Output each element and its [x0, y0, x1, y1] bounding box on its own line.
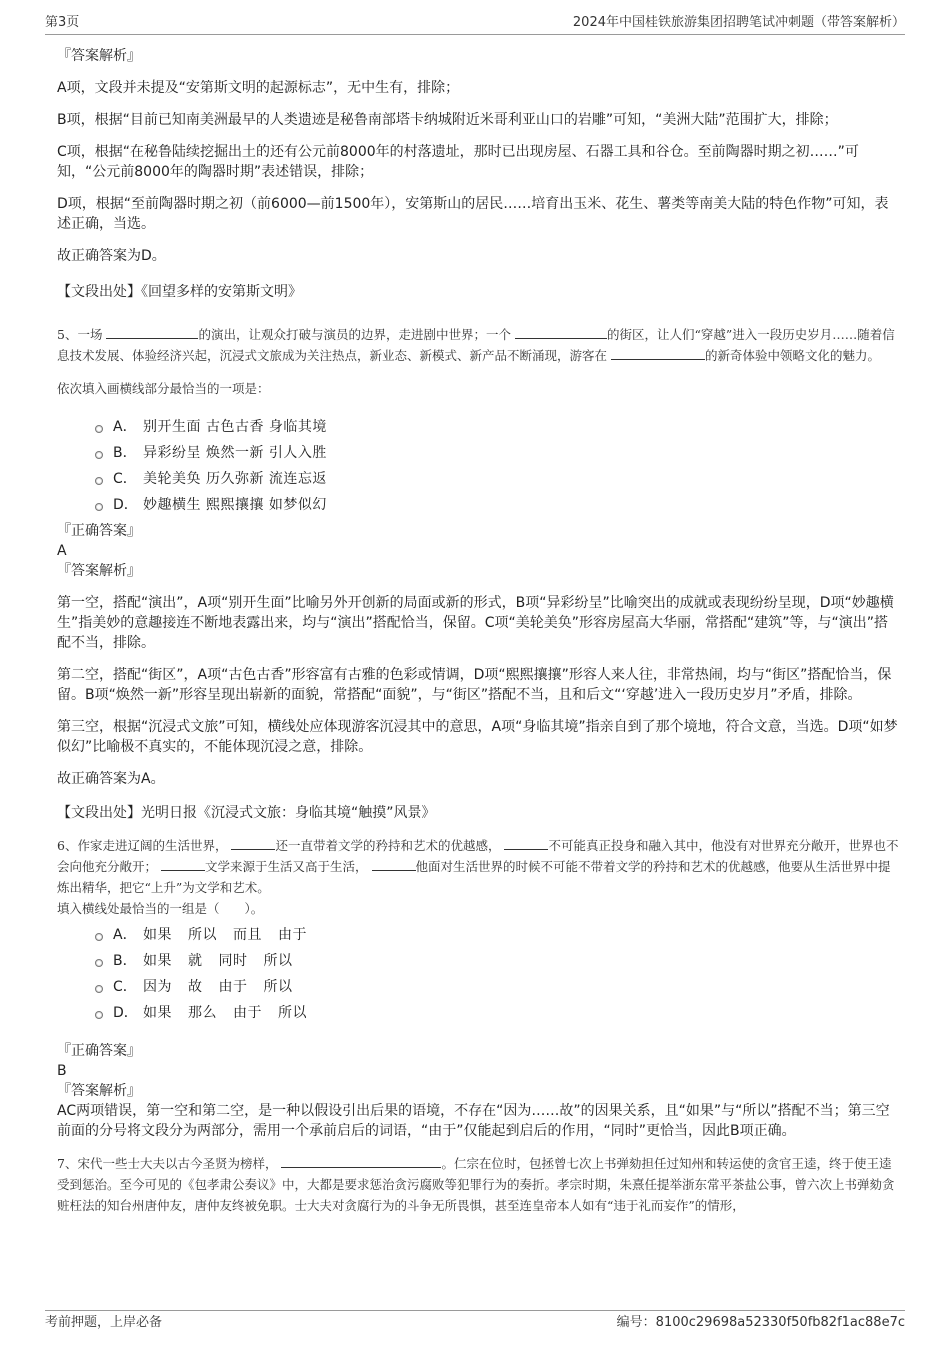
option-a[interactable]: A． 如果 所以 而且 由于	[95, 921, 899, 947]
fill-blank	[611, 345, 705, 360]
page-content	[57, 36, 899, 1216]
radio-icon[interactable]	[95, 477, 103, 485]
document-code: 编号：8100c29698a52330f50fb82f1ac88e7c	[616, 1315, 905, 1330]
option-b[interactable]: B． 如果 就 同时 所以	[95, 947, 899, 973]
analysis-paragraph: AC两项错误，第一空和第二空，是一种以假设引出后果的语境，不存在“因为……故”的因果关系，且“如果”与“所以”搭配不当；第三空前面的分号将文段分为两部分，需用一个承前启后的词语，“由于”仅能起到启后的作用，“同时”更恰当，因此B项正确。	[57, 1103, 890, 1139]
document-title: 2024年中国桂铁旅游集团招聘笔试冲刺题（带答案解析）	[572, 15, 905, 30]
correct-answer: A	[57, 543, 67, 559]
correct-answer: B	[57, 1063, 67, 1079]
radio-icon[interactable]	[95, 959, 103, 967]
page-number: 第3页	[45, 15, 80, 30]
analysis-label: 『答案解析』	[57, 48, 141, 64]
option-list	[95, 413, 899, 517]
analysis-paragraph: 第三空，根据“沉浸式文旅”可知，横线处应体现游客沉浸其中的意思，A项“身临其境”指亲自到了那个境地，符合文意，当选。D项“如梦似幻”比喻极不真实的，不能体现沉浸之意，排除。	[57, 719, 898, 755]
analysis-label: 『答案解析』	[57, 563, 141, 579]
fill-blank	[372, 856, 416, 871]
analysis-paragraph: 第二空，搭配“街区”，A项“古色古香”形容富有古雅的色彩或情调，D项“熙熙攘攘”形容人来人往，非常热闹，均与“街区”搭配恰当，保留。B项“焕然一新”形容呈现出崭新的面貌，常搭配“面貌”，与“街区”搭配不当，且和后文“‘穿越’进入一段历史岁月”矛盾，排除。	[57, 667, 892, 703]
option-a[interactable]: A． 别开生面 古色古香 身临其境	[95, 413, 899, 439]
fill-blank	[106, 324, 198, 339]
footer-slogan: 考前押题，上岸必备	[45, 1315, 163, 1330]
question-stem: 7、宋代一些士大夫以古今圣贤为榜样， 。仁宗在位时，包拯曾七次上书弹劾担任过知州和转运使的贪官王逵，终于使王逵受到惩治。至今可见的《包孝肃公奏议》中，大都是要求惩治贪污腐败等犯罪行为的奏折。孝宗时期，朱熹任提举浙东常平茶盐公事，曾六次上书弹劾贪赃枉法的知台州唐仲友，唐仲友终被免职。士大夫对贪腐行为的斗争无所畏惧，甚至连皇帝本人如有“违于礼而妄作”的情形，	[57, 1153, 899, 1216]
answer-conclusion: 故正确答案为A。	[57, 771, 165, 787]
fill-blank	[161, 856, 205, 871]
radio-icon[interactable]	[95, 1011, 103, 1019]
question-prompt: 填入横线处最恰当的一组是（ ）。	[57, 901, 264, 916]
radio-icon[interactable]	[95, 425, 103, 433]
page-footer	[45, 1310, 905, 1335]
option-d[interactable]: D． 如果 那么 由于 所以	[95, 999, 899, 1025]
radio-icon[interactable]	[95, 933, 103, 941]
analysis-paragraph: D项，根据“至前陶器时期之初（前6000—前1500年），安第斯山的居民……培育出玉米、花生、薯类等南美大陆的特色作物”可知，表述正确，当选。	[57, 196, 889, 232]
passage-source: 【文段出处】《回望多样的安第斯文明》	[57, 284, 302, 300]
passage-source: 【文段出处】光明日报《沉浸式文旅：身临其境“触摸”风景》	[57, 805, 436, 821]
question-4-analysis	[57, 46, 899, 302]
radio-icon[interactable]	[95, 985, 103, 993]
radio-icon[interactable]	[95, 503, 103, 511]
analysis-paragraph: C项，根据“在秘鲁陆续挖掘出土的还有公元前8000年的村落遗址，那时已出现房屋、石器工具和谷仓。至前陶器时期之初……”可知，“公元前8000年的陶器时期”表述错误，排除；	[57, 144, 859, 180]
question-stem: 6、作家走进辽阔的生活世界， 还一直带着文学的矜持和艺术的优越感， 不可能真正投身和融入其中，他没有对世界充分敞开，世界也不会向他充分敞开； 文学来源于生活又高于生活， 他面对生活世界的时候不可能不带着文学的矜持和艺术的优越感，他要从生活世界中提炼出精华，把它“上升”为文学和艺术。	[57, 835, 899, 898]
radio-icon[interactable]	[95, 451, 103, 459]
question-7	[57, 1153, 899, 1216]
question-stem: 5、一场 的演出，让观众打破与演员的边界，走进剧中世界；一个 的街区，让人们“穿越”进入一段历史岁月……随着信息技术发展、体验经济兴起，沉浸式文旅成为关注热点，新业态、新模式、新产品不断涌现，游客在 的新奇体验中领略文化的魅力。	[57, 324, 899, 366]
analysis-paragraph: 第一空，搭配“演出”，A项“别开生面”比喻另外开创新的局面或新的形式，B项“异彩纷呈”比喻突出的成就或表现纷纷呈现，D项“妙趣横生”指美妙的意趣接连不断地表露出来，均与“演出”搭配恰当，保留。C项“美轮美奂”形容房屋高大华丽，常搭配“建筑”等，与“演出”搭配不当，排除。	[57, 595, 894, 651]
question-6	[57, 835, 899, 1141]
fill-blank	[231, 835, 275, 850]
answer-label: 『正确答案』	[57, 1043, 141, 1059]
question-prompt: 依次填入画横线部分最恰当的一项是：	[57, 381, 270, 396]
option-list	[95, 921, 899, 1025]
fill-blank	[515, 324, 607, 339]
analysis-paragraph: A项，文段并未提及“安第斯文明的起源标志”，无中生有，排除；	[57, 80, 460, 96]
option-b[interactable]: B． 异彩纷呈 焕然一新 引人入胜	[95, 439, 899, 465]
answer-label: 『正确答案』	[57, 523, 141, 539]
option-c[interactable]: C． 因为 故 由于 所以	[95, 973, 899, 999]
analysis-label: 『答案解析』	[57, 1083, 141, 1099]
answer-conclusion: 故正确答案为D。	[57, 248, 166, 264]
option-c[interactable]: C． 美轮美奂 历久弥新 流连忘返	[95, 465, 899, 491]
fill-blank	[504, 835, 548, 850]
question-5	[57, 324, 899, 823]
fill-blank	[281, 1153, 441, 1168]
option-d[interactable]: D． 妙趣横生 熙熙攘攘 如梦似幻	[95, 491, 899, 517]
analysis-paragraph: B项，根据“目前已知南美洲最早的人类遗迹是秘鲁南部塔卡纳城附近米哥利亚山口的岩雕”可知，“美洲大陆”范围扩大，排除；	[57, 112, 838, 128]
page-header	[45, 12, 905, 35]
